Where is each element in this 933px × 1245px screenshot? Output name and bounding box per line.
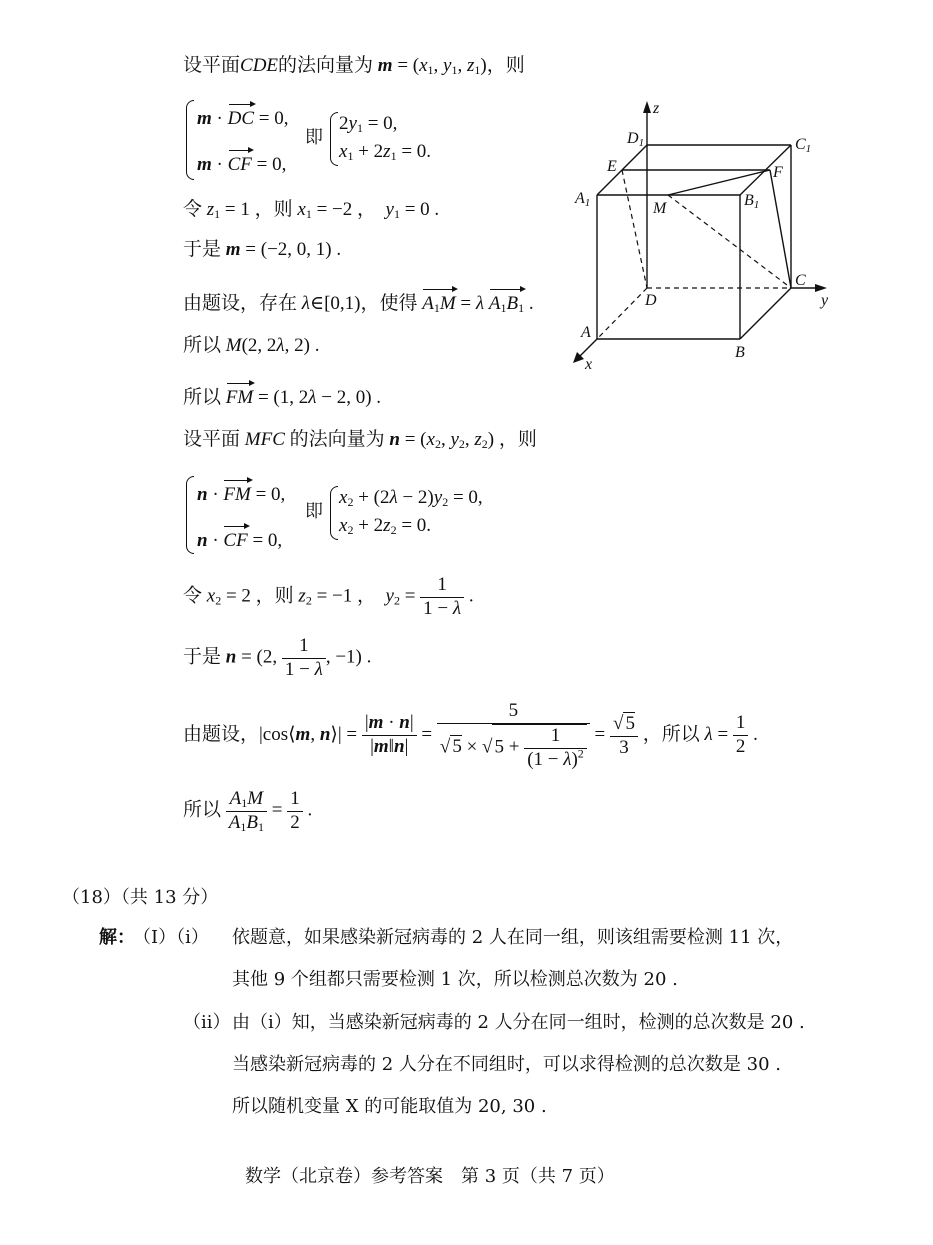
label-e: E [607, 158, 617, 175]
label-y: y [821, 292, 829, 309]
cos-line: 由题设，|cos⟨m, n⟩| = $\frac{|m \cdot n|}{|m‖n|}$ = 5 √ 5 × √ 5 + $\frac{1}{(1 - \lambda)^2}$ = $\frac{√ 5}{3}$ ，所以 λ = $\frac{1}{2}$ . [183, 700, 758, 770]
frac-half: $\frac{1}{2}$ [733, 712, 749, 759]
solve-label: 解： [99, 927, 135, 948]
sys2-eq1: n · FM = 0, [197, 484, 286, 505]
label-a1: A1 [575, 190, 591, 209]
m-def: $m = (x_1$, $y_1$, $z_1$) [377, 55, 487, 77]
label-b1: B1 [744, 192, 760, 211]
edge-da [597, 288, 647, 339]
frac-ratio: $\frac{A_1M}{A_1B_1}$ [226, 788, 267, 835]
p18-i-marker: （Ⅰ）（ⅰ） [133, 927, 209, 948]
frac-value: 5 √ 5 × √ 5 + $\frac{1}{(1 - \lambda)^2}$ [437, 700, 590, 771]
plane-name: CDE [240, 55, 279, 76]
p18-ii-text1: 由（ⅰ）知，当感染新冠病毒的 2 人分在同一组时，检测的总次数是 20 . [232, 1012, 805, 1033]
page-footer: 数学（北京卷）参考答案 第 3 页（共 7 页） [245, 1166, 615, 1187]
label-z: z [653, 100, 660, 117]
label-f: F [773, 164, 783, 181]
brace-4 [330, 486, 338, 540]
ji-label-2 [305, 501, 323, 523]
brace-1 [186, 100, 194, 180]
so-M-line: 所以 M(2, 2λ, 2) . [183, 335, 320, 356]
edge-mf [668, 170, 770, 195]
label-c1: C1 [795, 136, 812, 155]
label-d: D [645, 292, 657, 309]
label-c: C [795, 272, 806, 289]
text-seg: 设平面 [183, 55, 241, 76]
plane-cde-line [183, 55, 525, 78]
frac-root5: $\frac{√ 5}{3}$ [610, 712, 638, 760]
ji-text: 即 [305, 501, 323, 522]
p18-solve-label [99, 927, 135, 949]
p18-ii-text3: 所以随机变量 X 的可能取值为 20, 30 . [232, 1096, 547, 1117]
z-arrow [643, 101, 651, 113]
sys1-eq2: m · CF = 0, [197, 154, 287, 175]
frac-n: $\frac{1}{1 - \lambda}$ [282, 635, 326, 682]
p18-ii-text2: 当感染新冠病毒的 2 人分在不同组时，可以求得检测的总次数是 30 . [232, 1054, 781, 1075]
so-n-line: 于是 n = (2, $\frac{1}{1 - \lambda}$ , −1) . [183, 635, 372, 680]
text-seg: ，则 [486, 55, 525, 76]
sys2-res1: $x_2 + (2\lambda - 2)y_2 = 0$, [339, 487, 483, 509]
label-d1: D1 [627, 130, 645, 149]
sys1-res2: $x_1 + 2z_1 = 0$. [339, 141, 432, 163]
sys2-res2: $x_2 + 2z_2 = 0$. [339, 515, 432, 537]
p18-ii-marker: （ⅱ） [183, 1012, 231, 1033]
frac-y2: $\frac{1}{1 - \lambda}$ [420, 574, 464, 621]
edge-fc [770, 170, 791, 288]
label-x: x [585, 356, 593, 373]
brace-2 [330, 112, 338, 166]
sys2-eq2: n · CF = 0, [197, 530, 283, 551]
cube-figure [565, 95, 835, 375]
brace-3 [186, 476, 194, 554]
frac-ratio-val: $\frac{1}{2}$ [287, 788, 303, 835]
let1-line: 令 $z_1 = 1$ ，则 $x_1 = -2$ ， $y_1 = 0$ . [183, 199, 440, 221]
so-m-line: 于是 m = (−2, 0, 1) . [183, 239, 342, 260]
edge-cb [740, 288, 791, 339]
edge-mc [668, 195, 791, 288]
label-b: B [735, 344, 745, 361]
ratio-line: 所以 $\frac{A_1M}{A_1B_1}$ = $\frac{1}{2}$ . [183, 788, 313, 834]
edge-ed [622, 170, 647, 288]
let2-line: 令 $x_2 = 2$ ，则 $z_2 = -1$ ， $y_2$ = $\frac{1}{1 - \lambda}$ . [183, 574, 474, 619]
frac-cos: $\frac{|m \cdot n|}{|m‖n|}$ [362, 712, 417, 759]
sys1-res1: $2y_1 = 0$, [339, 113, 398, 135]
p18-i-text2: 其他 9 个组都只需要检测 1 次，所以检测总次数为 20 . [232, 969, 678, 990]
label-a: A [581, 324, 591, 341]
exist-line: 由题设，存在 λ∈[0,1)，使得 $A_1M = \lambda$ $A_1B_1$ . [183, 293, 534, 315]
so-FM-line: 所以 FM = (1, 2λ − 2, 0) . [183, 387, 382, 408]
sys1-eq1: m · DC = 0, [197, 108, 289, 129]
ji-label: 即 [305, 127, 323, 148]
p18-i-text1: 依题意，如果感染新冠病毒的 2 人在同一组，则该组需要检测 11 次， [232, 927, 794, 948]
label-m: M [653, 200, 667, 217]
y-arrow [815, 284, 827, 292]
cube-svg [565, 95, 835, 375]
plane-mfc-line: 设平面 MFC 的法向量为 $n = (x_2$, $y_2$, $z_2$) ，则 [183, 429, 537, 451]
p18-header: （18）（共 13 分） [62, 887, 219, 908]
text-seg: 的法向量为 [278, 55, 374, 76]
